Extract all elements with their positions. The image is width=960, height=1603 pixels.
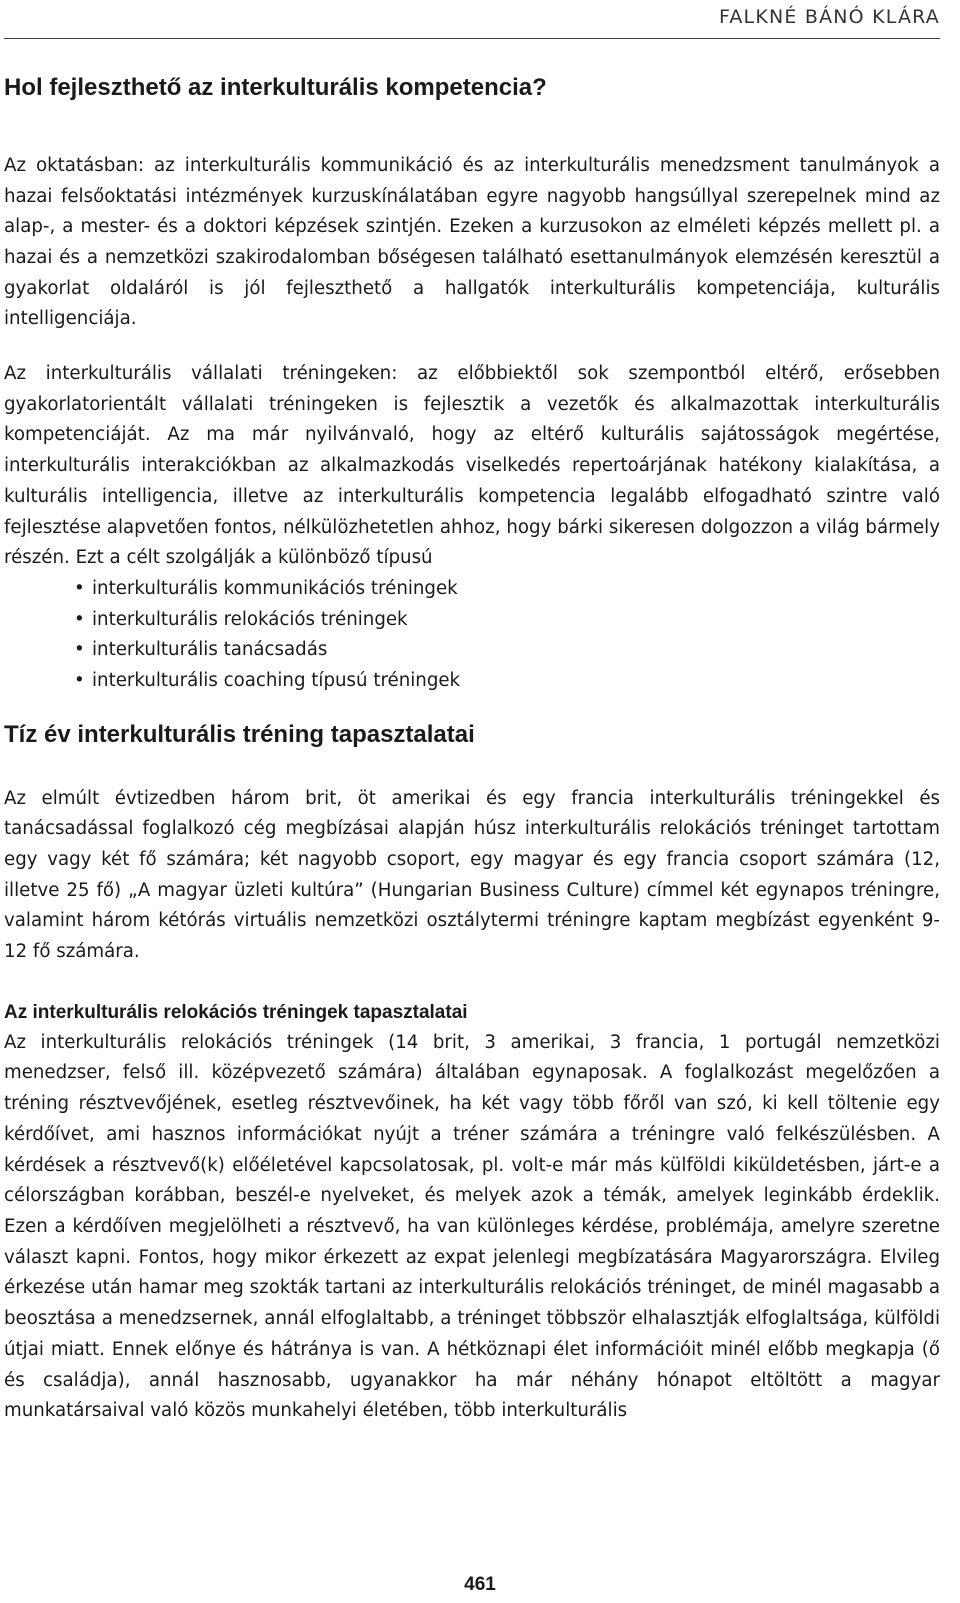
paragraph: Az elmúlt évtizedben három brit, öt amerikai és egy francia interkulturális tréningekkel és tanácsadással foglalkozó cég megbízásai alapján húsz interkulturális relokációs tréninget tartottam egy vagy két fő számára; két nagyobb csoport, egy magyar és egy francia csoport számára (12, illetve 25 fő) „A magyar üzleti kultúra” (Hungarian Business Culture) címmel két egynapos tréningre, valamint három kétórás virtuális nemzetközi osztálytermi tréningre kaptam megbízást egyenként 9-12 fő számára.: [4, 787, 940, 963]
list-item: • interkulturális kommunikációs tréningek: [4, 574, 940, 605]
paragraph: Az oktatásban: az interkulturális kommunikáció és az interkulturális menedzsment tanulmányok a hazai felsőoktatási intézmények kurzuskínálatában egyre nagyobb hangsúllyal szerepelnek mind az alap-, a mester- és a doktori képzések szintjén. Ezeken a kurzusokon az elméleti képzés mellett pl. a hazai és a nemzetközi szakirodalomban bőségesen található esettanulmányok elemzésén keresztül a gyakorlat oldaláról is jól fejleszthető a hallgatók interkulturális kompetenciája, kulturális intelligenciája.: [4, 154, 940, 330]
paragraph: Az interkulturális vállalati tréningeken: az előbbiektől sok szempontból eltérő, erősebben gyakorlatorientált vállalati tréningeken is fejlesztik a vezetők és alkalmazottak interkulturális kompetenciáját. Az ma már nyilvánvaló, hogy az eltérő kulturális sajátosságok megértése, interkulturális interakciókban az alkalmazkodás viselkedés repertoárjának hatékony kialakítása, a kulturális intelligencia, illetve az interkulturális kompetencia legalább elfogadható szintre való fejlesztése alapvetően fontos, nélkülözhetetlen ahhoz, hogy bárki sikeresen dolgozzon a világ bármely részén. Ezt a célt szolgálják a különböző típusú: [4, 363, 940, 569]
list-item: • interkulturális coaching típusú tréningek: [4, 666, 940, 697]
section-heading: Tíz év interkulturális tréning tapasztalatai: [4, 720, 475, 748]
bullet-list: [4, 574, 940, 697]
paragraph: Az interkulturális relokációs tréningek (14 brit, 3 amerikai, 3 francia, 1 portugál nemzetközi menedzser, felső ill. középvezető számára) általában egynaposak. A foglalkozást megelőzően a tréning résztvevőjének, esetleg résztvevőinek, ha két vagy több főről van szó, ki kell töltenie egy kérdőívet, ami hasznos információkat nyújt a tréner számára a tréningre való felkészülésben. A kérdések a résztvevő(k) előéletével kapcsolatosak, pl. volt-e már más külföldi kiküldetésben, járt-e a célországban korábban, beszél-e nyelveket, és melyek azok a témák, amelyek leginkább érdeklik. Ezen a kérdőíven megjelölheti a résztvevő, ha van különleges kérdése, problémája, amelyre szeretne választ kapni. Fontos, hogy mikor érkezett az expat jelenlegi megbízatására Magyarországra. Elvileg érkezése után hamar meg szokták tartani az interkulturális relokációs tréninget, de minél magasabb a beosztása a menedzsernek, annál elfoglaltabb, a tréninget többször elhalasztják elfoglaltsága, külföldi útjai miatt. Ennek előnye és hátránya is van. A hétköznapi élet információit minél előbb megkapja (ő és családja), annál hasznosabb, ugyanakkor ha már néhány hónapot eltöltött a magyar munkatársaival való közös munkahelyi életében, több interkulturális: [4, 1031, 940, 1422]
running-header: [4, 4, 940, 39]
subsection-heading: Az interkulturális relokációs tréningek tapasztalatai: [4, 1001, 468, 1023]
section-heading-wrap: [4, 721, 940, 750]
section-heading: Hol fejleszthető az interkulturális kompetencia?: [4, 74, 547, 101]
list-item: • interkulturális relokációs tréningek: [4, 605, 940, 636]
page-content: [4, 74, 940, 1427]
subsection-heading-wrap: [4, 998, 940, 1028]
list-item: • interkulturális tanácsadás: [4, 635, 940, 666]
header-author: FALKNÉ BÁNÓ KLÁRA: [718, 6, 940, 28]
page-number: 461: [464, 1574, 496, 1595]
